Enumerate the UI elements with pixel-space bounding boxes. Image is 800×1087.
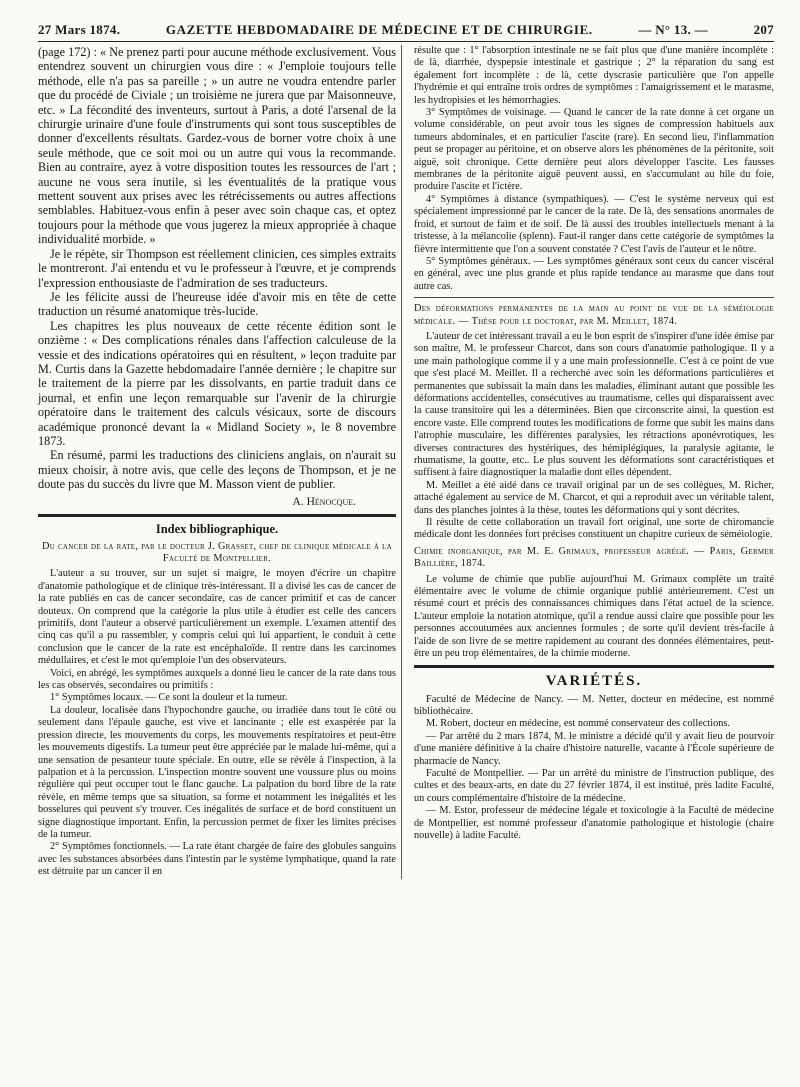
paragraph: Je le répète, sir Thompson est réellement clinicien, ces simples extraits le montreront. J'ai entendu et vu le professeur à l'œuvre, et je comprends l'expression enthousiaste de l'admiration de ses traducteurs.: [38, 246, 396, 290]
paragraph: 2° Symptômes fonctionnels. — La rate étant chargée de faire des globules sanguins avec les substances absorbées dans l'intestin par le système lymphatique, quand la rate est détruite par un cancer il en: [38, 841, 396, 878]
left-column: [38, 45, 402, 879]
paragraph: L'auteur de cet intéressant travail a eu le bon esprit de s'inspirer d'une idée émise par son maître, M. le professeur Charcot, dans son cours d'anatomie pathologique. Il y a une main pathologique comme il y a une main professionnelle. C'est à ce point de vue que s'est placé M. Meillet. Il a recherché avec soin les déformations particulières et permanentes que subissait la main dans les maladies, éliminant autant que possible les déformations accidentelles, consécutives au traumatisme, celles qui disparaissent avec la cause transitoire qui les a déterminées. Bien que circonscrite ainsi, la question est encore vaste. Elle comprend toutes les modifications de forme que subit les mains dans l'atrophie musculaire, les différentes paralysies, les rétractions aponévrotiques, les diverses contractures des hystériques, des hémiplégiques, la paralysie agitante, le rhumatisme, la goutte, etc.. Le plus souvent les déformations sont caractéristiques et suffisent à faire diagnostiquer la maladie dont elles dépendent.: [414, 330, 774, 479]
entry-body: [38, 568, 396, 878]
paragraph: (page 172) : « Ne prenez parti pour aucune méthode exclusivement. Vous entendrez souvent un chirurgien vous dire : « J'emploie toujours telle méthode, elle n'a pas sa pareille ; » un autre ne voudra entendre parler que du procédé de Civiale ; un troisième ne jurera que par Maisonneuve, etc. » La fécondité des inventeurs, surtout à Paris, a doté l'arsenal de la chirurgie urinaire d'une foule d'instruments qui sont tous susceptibles de donner d'excellents résultats. Gardez-vous de borner votre choix à une seule méthode, que ce soit moi ou un autre qui vous la recommande. Bien au contraire, ayez à votre disposition toutes les ressources de l'art ; aucune ne vous sera inutile, si les éventualités de la pratique vous mettent souvent aux prises avec les rétrécissements ou autres affections semblables. Habituez-vous enfin à peser avec soin chaque cas, et optez toujours pour la méthode que vous jugerez la mieux appropriée à chaque individualité morbide. »: [38, 45, 396, 247]
paragraph: 4° Symptômes à distance (sympathiques). — C'est le système nerveux qui est spécialement impressionné par le cancer de la rate. De là, des sensations anormales de froid, et surtout de faim et de soif. De là aussi des troubles intellectuels menant à la tristesse, à la mélancolie (splenn). Faut-il ranger dans cette catégorie de symptômes la fièvre intermittente que l'on a souvent constatée ? C'est l'avis de l'auteur et le nôtre.: [414, 193, 774, 255]
paragraph: Voici, en abrégé, les symptômes auxquels a donné lieu le cancer de la rate dans tous les cas observés, secondaires ou primitifs :: [38, 667, 396, 692]
header-title: GAZETTE HEBDOMADAIRE DE MÉDECINE ET DE CHIRURGIE.: [165, 22, 593, 37]
section-divider: [414, 665, 774, 668]
entry-heading: Du cancer de la rate, par le docteur J. Grasset, chef de clinique médicale à la Faculté de Montpellier.: [42, 540, 392, 564]
paragraph: Faculté de Médecine de Nancy. — M. Netter, docteur en médecine, est nommé bibliothécaire.: [414, 693, 774, 717]
paragraph: résulte que : 1° l'absorption intestinale ne se fait plus que d'une manière incomplète : de là, diarrhée, dyspepsie intestinale et gastrique ; 2° la réparation du sang est également fort incomplète : de là, cette dyscrasie particulière que l'on appelle l'hydrémie et qui entraîne trois ordres de symptômes : l'amaigrissement et le marasme, les hydropisies et les hémorrhagies.: [414, 45, 774, 106]
paragraph: M. Robert, docteur en médecine, est nommé conservateur des collections.: [426, 718, 730, 730]
paragraph: La douleur, localisée dans l'hypochondre gauche, ou irradiée dans tout le côté ou seulement dans l'épaule gauche, est vive et lancinante ; elle est exaspérée par la pression directe, les mouvements du corps, les mouvements respiratoires et peut-être les mouvements digestifs. La tumeur peut être appréciée par le malade lui-même, qui a une sensation de pesanteur toute spéciale. En outre, elle se révèle à l'inspection, à la palpation et à la percussion. L'inspection montre souvent une voussure plus ou moins régulière qui peut occuper tout le flanc gauche. La palpation du bord libre de la rate révèle, en même temps que sa situation, sa forme et notamment les inégalités et les bosselures qui peuvent s'y trouver. Ces inégalités de surface et de bord constituent un signe diagnostique important. Enfin, la percussion permet de fixer les limites précises de la tumeur.: [38, 704, 396, 840]
paragraph: 5° Symptômes généraux. — Les symptômes généraux sont ceux du cancer viscéral en général, avec une plus grande et plus rapide tendance au marasme que dans tout autre cas.: [414, 255, 774, 292]
entry-heading: Chimie inorganique, par M. E. Grimaux, professeur agrégé. — Paris, Germer Baillière, 1874.: [414, 545, 774, 570]
entry-divider: [414, 297, 774, 298]
entry-body: [414, 331, 774, 542]
entry-body: [414, 574, 774, 661]
paragraph: Faculté de Montpellier. — Par un arrêté du ministre de l'instruction publique, des cultes et des beaux-arts, en date du 27 février 1874, il est institué, près ladite Faculté, un cours complémentaire d'histoire de la médecine.: [414, 767, 774, 804]
header-date: 27 Mars 1874.: [38, 22, 121, 37]
header-page-number: 207: [753, 22, 774, 37]
author-signature: A. Hénocque.: [292, 495, 356, 508]
header-issue-number: — N° 13. —: [638, 22, 708, 37]
paragraph: — Par arrêté du 2 mars 1874, M. le ministre a décidé qu'il y avait lieu de pourvoir d'une manière définitive à la chaire d'histoire naturelle, vacante à l'École supérieure de pharmacie de Nancy.: [414, 730, 774, 767]
paragraph: Le volume de chimie que publie aujourd'hui M. Grimaux complète un traité élémentaire avec le volume de chimie organique publié antérieurement. C'est un résumé court et précis des connaissances chimiques dans l'état actuel de la science. L'auteur emploie la notation atomique, qu'il a rendue aussi claire que possible pour les personnes accoutumées aux anciennes formules ; de sorte qu'il devient très-facile à l'aide de son livre de se mettre rapidement au courant des données élémentaires, peut-être un peu trop élémentaires, de la chimie moderne.: [414, 573, 774, 660]
paragraph: Je les félicite aussi de l'heureuse idée d'avoir mis en tête de cette traduction un résumé anatomique très-lucide.: [38, 289, 396, 319]
paragraph: — M. Estor, professeur de médecine légale et toxicologie à la Faculté de médecine de Montpellier, est nommé professeur d'anatomie pathologique et histologie (chaire nouvelle) à ladite Faculté.: [414, 805, 774, 841]
section-title-varietes: VARIÉTÉS.: [545, 672, 643, 689]
varietes-body: [414, 694, 774, 843]
columns: [38, 45, 774, 879]
paragraph: Il résulte de cette collaboration un travail fort original, une sorte de chiromancie médicale dont les données fort précises constituent un chapitre curieux de séméiologie.: [414, 517, 774, 541]
page-header: [38, 22, 774, 42]
section-divider: [38, 514, 396, 517]
paragraph: Les chapitres les plus nouveaux de cette récente édition sont le onzième : « Des complications rénales dans l'affection calculeuse de la vessie et des indications opératoires qui en résultent, » leçon traduite par M. Curtis dans la Gazette hebdomadaire l'année dernière ; le chapitre sur le traitement de la pierre par les dissolvants, en partie traduit dans ce journal, et enfin une leçon remarquable sur l'avenir de la chirurgie opératoire dans le traitement des calculs vésicaux, sorte de discours académique prononcé devant la « Midland Society », le 8 novembre 1873.: [38, 318, 396, 448]
entry-body-continued: [414, 45, 774, 293]
paragraph: 1° Symptômes locaux. — Ce sont la douleur et la tumeur.: [50, 692, 288, 704]
paragraph: 3° Symptômes de voisinage. — Quand le cancer de la rate donne à cet organe un volume considérable, on peut avoir tous les signes de compression habituels aux tumeurs abdominales, et en particulier l'ascite (rare). En second lieu, l'inflammation peut se propager au péritoine, et on observe alors les phénomènes de la péritonite, soit aiguë, soit chronique. Cette dernière peut alors développer l'ascite. Les fausses membranes de la péritonite aiguë peuvent aussi, en s'accumulant au hile du foie, produire l'ascite et l'ictère.: [414, 107, 774, 193]
paragraph: M. Meillet a été aidé dans ce travail original par un de ses collègues, M. Richer, attaché également au service de M. Charcot, et qui a reproduit avec un véritable talent, dans des planches jointes à la thèse, toutes les déformations qui y sont décrites.: [414, 479, 774, 516]
section-title-index: Index bibliographique.: [155, 521, 279, 536]
paragraph: En résumé, parmi les traductions des cliniciens anglais, on n'aurait su mieux choisir, à notre avis, que celle des leçons de Thompson, et je ne doute pas du succès du livre que M. Masson vient de publier.: [38, 448, 396, 492]
paragraph: L'auteur a su trouver, sur un sujet si maigre, le moyen d'écrire un chapitre d'anatomie pathologique et de clinique très-intéressant. Il a divisé les cas de cancer de la rate publiés en cas de cancer secondaire, cas de cancer primitif et cas de cancer douteux. On comprend que la catégorie la plus utile à étudier est celle des cancers primitifs, dont l'auteur a observé particulièrement un exemple. L'examen attentif des cinq cas qu'il a pu rassembler, y compris celui qui lui appartient, le conduit à cette conclusion que le cancer de la rate est encéphaloïde. Il rentre dans les carcinomes médullaires, et c'est le mot qu'emploie l'un des observateurs.: [38, 568, 396, 667]
right-column: [414, 45, 774, 879]
review-continuation: [38, 45, 396, 492]
entry-heading: Des déformations permanentes de la main au point de vue de la séméiologie médicale. — Thèse pour le doctorat, par M. Meillet, 1874.: [414, 303, 774, 327]
